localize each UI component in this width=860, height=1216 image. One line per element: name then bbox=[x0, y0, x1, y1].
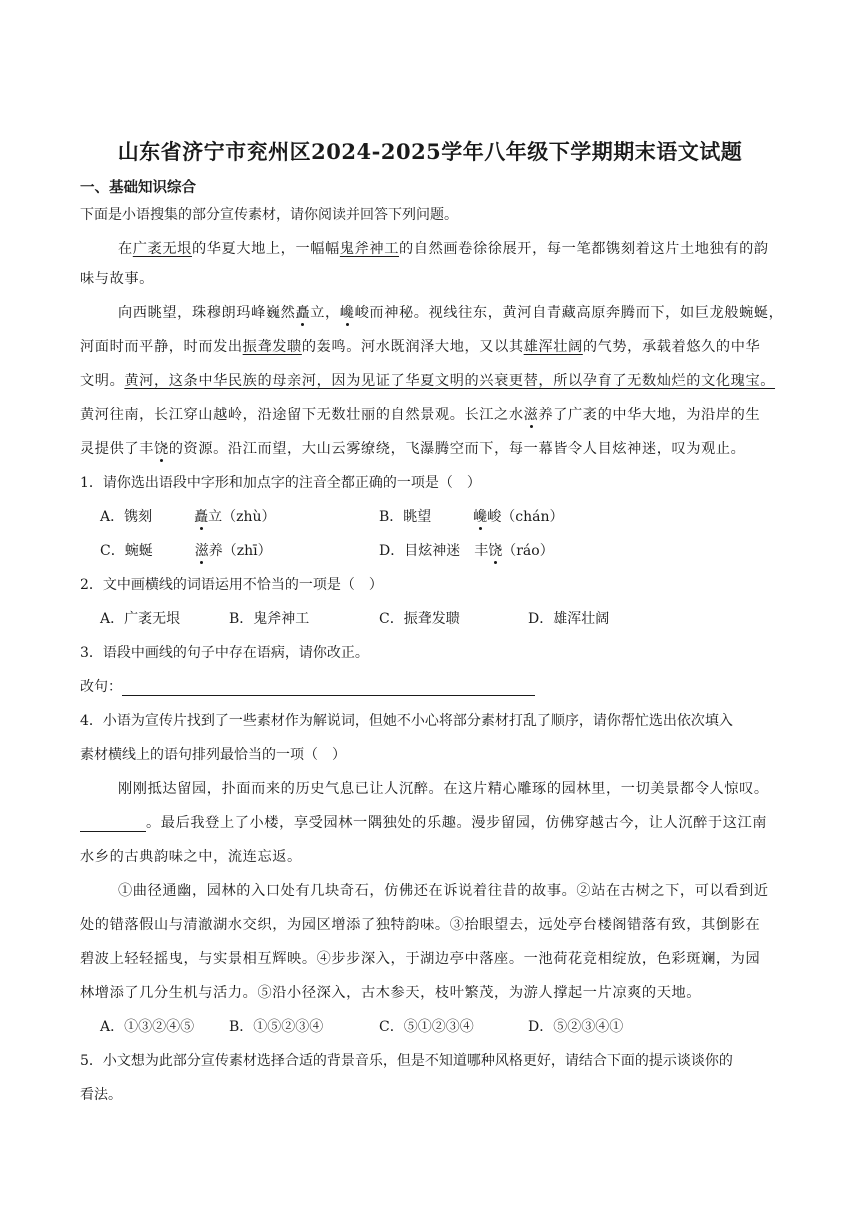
q4-option-d[interactable]: D．⑤②③④① bbox=[528, 1019, 624, 1035]
dotted-char: 巉 bbox=[339, 305, 355, 321]
q1-option-b[interactable]: B．眺望 巉峻（chán） bbox=[379, 509, 564, 525]
passage-p2-line5: 灵提供了丰饶的资源。沿江而望，大山云雾缭绕，飞瀑腾空而下，每一幕皆令人目炫神迷，叹为观止。 bbox=[80, 441, 746, 457]
passage-p2-line1: 向西眺望，珠穆朗玛峰巍然矗立，巉峻而神秘。视线往东，黄河自青藏高原奔腾而下，如巨龙般蜿蜒， bbox=[118, 305, 784, 321]
question-5-stem-line1: 5．小文想为此部分宣传素材选择合适的背景音乐，但是不知道哪种风格更好，请结合下面的提示谈谈你的 bbox=[80, 1053, 733, 1069]
question-3-stem: 3．语段中画线的句子中存在语病，请你改正。 bbox=[80, 645, 369, 661]
q4-sentences-line4: 林增添了几分生机与活力。⑤沿小径深入，古木参天，枝叶繁茂，为游人撑起一片凉爽的天地。 bbox=[80, 985, 702, 1001]
q4-option-c[interactable]: C．⑤①②③④ bbox=[379, 1019, 474, 1035]
question-5-stem-line2: 看法。 bbox=[80, 1087, 122, 1103]
q2-option-d[interactable]: D．雄浑壮阔 bbox=[528, 611, 610, 627]
q4-sentences-line2: 处的错落假山与清澈湖水交织，为园区增添了独特韵味。③抬眼望去，远处亭台楼阁错落有致，其倒影在 bbox=[80, 917, 761, 933]
fill-blank[interactable] bbox=[80, 817, 146, 832]
dotted-char: 滋 bbox=[523, 407, 539, 423]
passage-p1-line2: 味与故事。 bbox=[80, 271, 154, 287]
underlined-word: 振聋发聩 bbox=[242, 339, 302, 355]
answer-label: 改句： bbox=[80, 679, 122, 695]
q4-material-line3: 水乡的古典韵味之中，流连忘返。 bbox=[80, 849, 302, 865]
dotted-char: 滋 bbox=[194, 543, 209, 559]
passage-p2-line3: 文明。黄河，这条中华民族的母亲河，因为见证了华夏文明的兴衰更替，所以孕育了无数灿烂的文化瑰宝。 bbox=[80, 373, 776, 389]
q4-option-a[interactable]: A．①③②④⑤ bbox=[100, 1019, 195, 1035]
dotted-char: 饶 bbox=[153, 441, 169, 457]
section-heading: 一、基础知识综合 bbox=[80, 179, 196, 196]
dotted-char: 巉 bbox=[473, 509, 488, 525]
underlined-word: 雄浑壮阔 bbox=[523, 339, 583, 355]
passage-p2-line2: 河面时而平静，时而发出振聋发聩的轰鸣。河水既润泽大地，又以其雄浑壮阔的气势，承载着悠久的中华 bbox=[80, 339, 761, 355]
underlined-sentence: 黄河，这条中华民族的母亲河，因为见证了华夏文明的兴衰更替，所以孕育了无数灿烂的文化瑰宝。 bbox=[124, 373, 776, 389]
q2-option-c[interactable]: C．振聋发聩 bbox=[379, 611, 460, 627]
q3-answer-row bbox=[80, 676, 785, 696]
underlined-word: 鬼斧神工 bbox=[339, 241, 399, 257]
question-2-stem: 2．文中画横线的词语运用不恰当的一项是（ ） bbox=[80, 577, 383, 593]
q1-option-d[interactable]: D．目炫神迷 丰饶（ráo） bbox=[379, 543, 554, 559]
q2-option-a[interactable]: A．广袤无垠 bbox=[100, 611, 181, 627]
q4-sentences-line1: ①曲径通幽，园林的入口处有几块奇石，仿佛还在诉说着往昔的故事。②站在古树之下，可以看到近 bbox=[118, 883, 769, 899]
q1-option-a[interactable]: A．镌刻 矗立（zhù） bbox=[100, 509, 276, 525]
question-4-stem-line1: 4．小语为宣传片找到了一些素材作为解说词，但她不小心将部分素材打乱了顺序，请你帮忙选出依次填入 bbox=[80, 713, 733, 729]
underlined-word: 广袤无垠 bbox=[132, 241, 192, 257]
q4-material-line1: 刚刚抵达留园，扑面而来的历史气息已让人沉醉。在这片精心雕琢的园林里，一切美景都令人惊叹。 bbox=[118, 781, 769, 797]
q2-option-b[interactable]: B．鬼斧神工 bbox=[229, 611, 310, 627]
dotted-char: 矗 bbox=[194, 509, 209, 525]
question-4-stem-line2: 素材横线上的语句排列最恰当的一项（ ） bbox=[80, 747, 346, 763]
q4-material-line2: 。最后我登上了小楼，享受园林一隅独处的乐趣。漫步留园，仿佛穿越古今，让人沉醉于这江南 bbox=[80, 812, 785, 832]
question-1-stem: 1．请你选出语段中字形和加点字的注音全都正确的一项是（ ） bbox=[80, 475, 481, 491]
passage-p2-line4: 黄河往南，长江穿山越岭，沿途留下无数壮丽的自然景观。长江之水滋养了广袤的中华大地，为沿岸的生 bbox=[80, 407, 761, 423]
q4-option-b[interactable]: B．①⑤②③④ bbox=[229, 1019, 324, 1035]
q1-option-c[interactable]: C．蜿蜒 滋养（zhī） bbox=[100, 543, 272, 559]
dotted-char: 饶 bbox=[488, 543, 503, 559]
intro-text: 下面是小语搜集的部分宣传素材，请你阅读并回答下列问题。 bbox=[80, 207, 458, 223]
answer-blank[interactable] bbox=[122, 681, 535, 696]
passage-p1-line1: 在广袤无垠的华夏大地上，一幅幅鬼斧神工的自然画卷徐徐展开，每一笔都镌刻着这片土地独有的韵 bbox=[118, 241, 769, 257]
q4-sentences-line3: 碧波上轻轻摇曳，与实景相互辉映。④步步深入，于湖边亭中落座。一池荷花竞相绽放，色彩斑斓，为园 bbox=[80, 951, 761, 967]
page-title: 山东省济宁市兖州区2024-2025学年八年级下学期期末语文试题 bbox=[117, 139, 743, 164]
dotted-char: 矗 bbox=[295, 305, 311, 321]
